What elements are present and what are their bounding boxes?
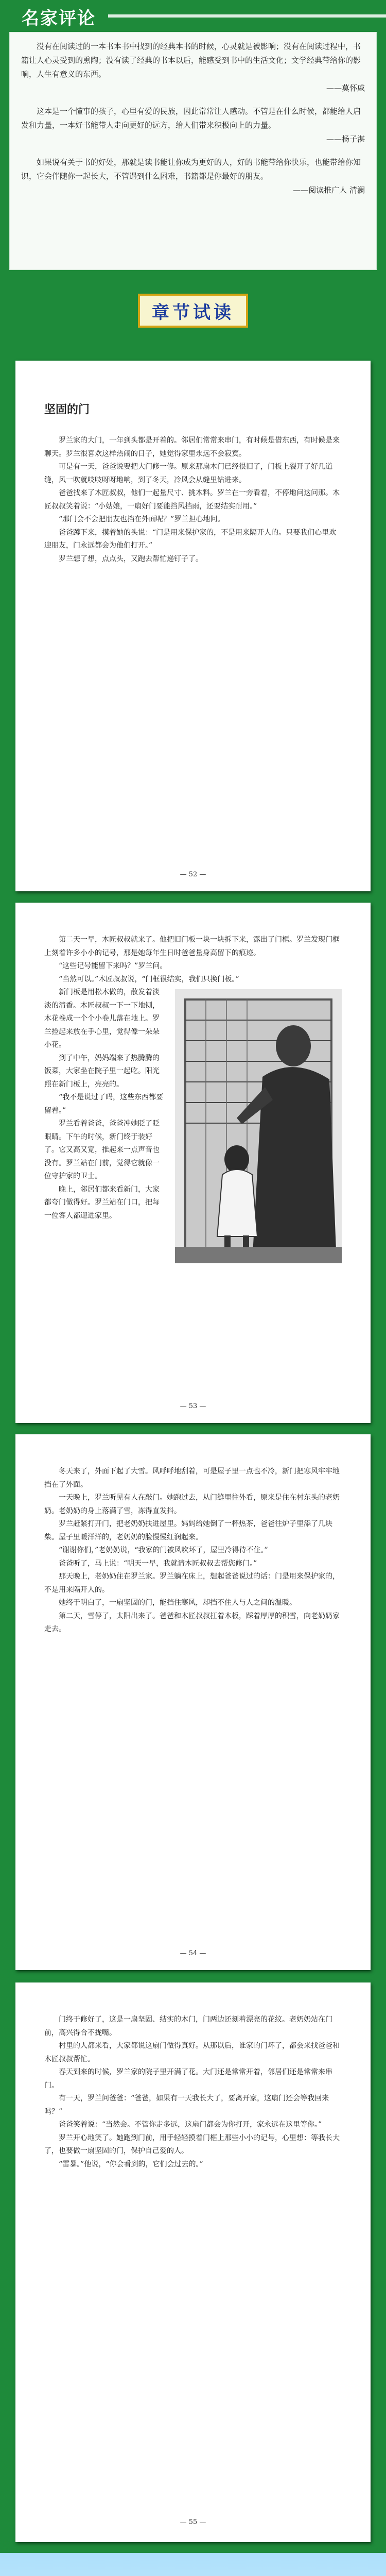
- page-text: [44, 1465, 342, 1636]
- review-source: ——杨子湛: [326, 134, 365, 144]
- paragraph: “谢谢你们，”老奶奶说，“我家的门被风吹坏了，屋里冷得待不住。”: [59, 1546, 268, 1554]
- review-source: ——阅读推广人 清澜: [293, 185, 365, 195]
- book-page: [15, 903, 371, 1423]
- paragraph: 有一天，罗兰问爸爸：“爸爸，如果有一天我长大了，要离开家，这扇门还会等我回来吗？”: [44, 2094, 329, 2116]
- paragraph: 爸爸蹲下来，摸着她的头说：“门是用来保护家的，不是用来隔开人的。只要我们心里欢迎朋友，门永远都会为他们打开。”: [44, 528, 337, 550]
- paragraph: 可是有一天，爸爸说要把大门修一修。原来那扇木门已经很旧了，门板上裂开了好几道缝，风一吹就吱吱呀呀地响，到了冬天，冷风会从缝里钻进来。: [44, 463, 332, 484]
- paragraph: 那天晚上，老奶奶住在罗兰家。罗兰躺在床上，想起爸爸说过的话：门是用来保护家的，不是用来隔开人的。: [44, 1572, 340, 1594]
- paragraph: “当然可以。”木匠叔叔说，“门框很结实，我们只换门板。”: [59, 975, 239, 984]
- page-text: [44, 434, 342, 566]
- paragraph: “我不是说过了吗，这些东西都要留着。”: [44, 1093, 164, 1115]
- paragraph: 爸爸笑着说：“当然会。不管你走多远，这扇门都会为你打开，家永远在这里等你。”: [59, 2121, 322, 2129]
- illustration-image: [175, 989, 342, 1263]
- paragraph: 新门板是用松木做的，散发着淡淡的清香。木匠叔叔一下一下地刨，木花卷成一个个小卷儿落在地上。罗兰捡起来放在手心里，觉得像一朵朵小花。: [44, 988, 160, 1049]
- reviews-box: [9, 32, 377, 270]
- footer-banner: [0, 2553, 386, 2576]
- page-number: — 53 —: [180, 1402, 206, 1410]
- paragraph: 罗兰开心地笑了。她跑到门前，用手轻轻摸着门框上那些小小的记号，心里想：等我长大了，也要做一扇坚固的门，保护自己爱的人。: [44, 2133, 340, 2155]
- paragraph: 冬天来了，外面下起了大雪。风呼呼地刮着，可是屋子里一点也不冷，新门把寒风牢牢地挡在了外面。: [44, 1467, 340, 1489]
- review-text: 如果说有关于书的好处，那就是读书能让你成为更好的人，好的书能带给你快乐，也能带给你知识，它会伴随你一起长大，不管遇到什么困难，书籍都是你最好的朋友。: [21, 158, 361, 181]
- paragraph: 晚上，邻居们都来看新门，大家都夸门做得好。罗兰站在门口，把每一位客人都迎进家里。: [44, 1185, 160, 1220]
- book-page: [15, 1434, 371, 1970]
- paragraph: 第二天一早，木匠叔叔就来了。他把旧门板一块一块拆下来，露出了门框。罗兰发现门框上刻着许多小小的记号，那是她每年生日时爸爸量身高留下的痕迹。: [44, 936, 340, 957]
- reviews-title: 名家评论: [22, 8, 96, 29]
- paragraph: 罗兰家的大门，一年到头都是开着的。邻居们常常来串门，有时候是借东西，有时候是来聊天。罗兰很喜欢这样热闹的日子，她觉得家里永远不会寂寞。: [44, 436, 340, 458]
- paragraph: 罗兰想了想，点点头，又跑去帮忙递钉子了。: [59, 554, 203, 563]
- paragraph: 她终于明白了，一扇坚固的门，能挡住寒风，却挡不住人与人之间的温暖。: [59, 1599, 296, 1607]
- paragraph: “这些记号能留下来吗？”罗兰问。: [59, 962, 167, 970]
- paragraph: 门终于修好了，这是一扇坚固、结实的木门，门两边还刻着漂亮的花纹。老奶奶站在门前，高兴得合不拢嘴。: [44, 2015, 332, 2037]
- section-band: [0, 278, 386, 350]
- paragraph: 第二天，雪停了，太阳出来了。爸爸和木匠叔叔扛着木板，踩着厚厚的积雪，向老奶奶家走去。: [44, 1612, 340, 1633]
- section-label: 章节试读: [152, 302, 234, 323]
- paragraph: 村里的人都来看，大家都说这扇门做得真好。从那以后，谁家的门坏了，都会来找爸爸和木匠叔叔帮忙。: [44, 2042, 340, 2063]
- story-illustration: [175, 989, 342, 1263]
- page-number: — 54 —: [180, 1950, 206, 1957]
- review-text: 这本是一个懂事的孩子，心里有爱的民族，因此常常让人感动。不管是在什么时候，都能给人启发和力量，一本好书能带人走向更好的远方，给人们带来积极向上的力量。: [21, 107, 361, 130]
- paragraph: 罗兰看着爸爸，爸爸冲她眨了眨眼睛。下午的时候，新门终于装好了。它又高又宽，推起来一点声音也没有。罗兰站在门前，觉得它就像一位守护家的卫士。: [44, 1120, 160, 1180]
- review-item: [21, 105, 365, 146]
- paragraph: 爸爸找来了木匠叔叔，他们一起量尺寸、挑木料。罗兰在一旁看着，不停地问这问那。木匠叔叔笑着说：“小姑娘，一扇好门要能挡风挡雨，还要结实耐用。”: [44, 489, 340, 511]
- review-item: [21, 156, 365, 197]
- reviews-section: [0, 0, 386, 278]
- page-number: — 52 —: [180, 871, 206, 878]
- paragraph: 爸爸听了，马上说：“明天一早，我就请木匠叔叔去帮您修门。”: [59, 1559, 257, 1568]
- paragraph: “雷暴。”他说，“你会看到的，它们会过去的。”: [59, 2160, 203, 2168]
- page-text: [44, 934, 342, 1223]
- chapter-title: 坚固的门: [44, 403, 90, 416]
- page-text: [44, 2013, 342, 2171]
- footer-artwork: [0, 2553, 386, 2576]
- section-banner: [138, 294, 248, 328]
- paragraph: 到了中午，妈妈端来了热腾腾的饭菜，大家坐在院子里一起吃。阳光照在新门板上，亮亮的。: [44, 1054, 160, 1089]
- book-page: [15, 1982, 371, 2542]
- paragraph: 罗兰赶紧打开门，把老奶奶扶进屋里。妈妈给她倒了一杯热茶，爸爸往炉子里添了几块柴。屋子里暖洋洋的，老奶奶的脸慢慢红润起来。: [44, 1520, 332, 1541]
- review-item: [21, 40, 365, 95]
- paragraph: 一天晚上，罗兰听见有人在敲门。她跑过去，从门缝里往外看，原来是住在村东头的老奶奶。老奶奶的身上落满了雪，冻得直发抖。: [44, 1494, 340, 1515]
- review-text: 没有在阅读过的一本书本书中找到的经典本书的时候，心灵就是被影响；没有在阅读过程中，书籍让人心灵受到的熏陶；没有读了经典的书本以后，能感受到书中的生活文化；文学经典带给你的影响，人生有意义的东西。: [21, 42, 361, 79]
- title-divider: [108, 14, 386, 18]
- page-number: — 55 —: [180, 2518, 206, 2526]
- paragraph: “那门会不会把朋友也挡在外面呢？”罗兰担心地问。: [59, 515, 225, 523]
- book-page: [15, 361, 371, 891]
- review-source: ——莫怀戚: [326, 83, 365, 93]
- paragraph: 春天到来的时候，罗兰家的院子里开满了花。大门还是常常开着，邻居们还是常常来串门。: [44, 2068, 332, 2090]
